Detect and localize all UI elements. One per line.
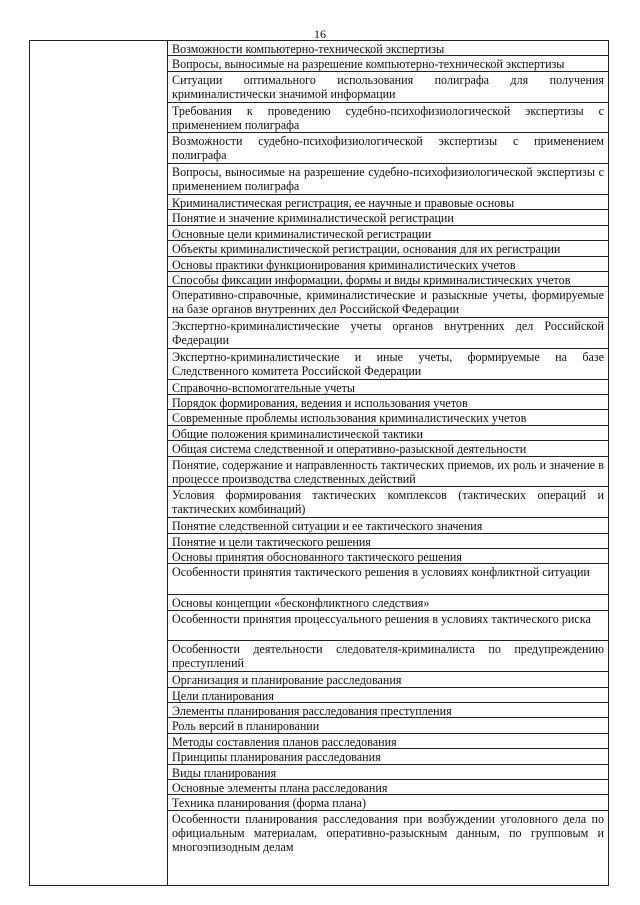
table-row <box>168 257 608 272</box>
row-text: Особенности деятельности следователя-криминалиста по предупреждению преступлений <box>172 642 604 671</box>
table-row <box>168 595 608 610</box>
topics-table <box>29 40 609 886</box>
table-row <box>168 318 608 349</box>
table-row <box>168 718 608 733</box>
row-text: Понятие следственной ситуации и ее тактического значения <box>172 519 483 534</box>
table-row <box>168 287 608 318</box>
row-text: Общие положения криминалистической тактики <box>172 426 423 441</box>
table-row <box>168 688 608 703</box>
row-text: Криминалистическая регистрация, ее научные и правовые основы <box>172 195 515 210</box>
table-row <box>168 133 608 164</box>
row-text: Цели планирования <box>172 688 274 703</box>
row-text: Элементы планирования расследования преступления <box>172 703 452 718</box>
row-text: Принципы планирования расследования <box>172 750 381 765</box>
table-row <box>168 441 608 456</box>
table-row <box>168 210 608 225</box>
table-row <box>168 811 608 857</box>
row-text: Вопросы, выносимые на разрешение компьютерно-технической экспертизы <box>172 57 565 72</box>
table-row <box>168 380 608 395</box>
row-text: Особенности планирования расследования при возбуждении уголовного дела по официальным материалам, оперативно-разыскным данным, по групповым и многоэпизодным делам <box>172 811 604 854</box>
table-row <box>168 765 608 780</box>
row-text: Понятие и значение криминалистической регистрации <box>172 211 454 226</box>
row-text: Требования к проведению судебно-психофизиологической экспертизы с применением полиграфа <box>172 103 604 132</box>
row-text: Возможности судебно-психофизиологической экспертизы с применением полиграфа <box>172 134 604 163</box>
table-rows <box>168 41 608 885</box>
table-row <box>168 641 608 672</box>
table-row <box>168 164 608 195</box>
table-row <box>168 41 608 56</box>
row-text: Понятие и цели тактического решения <box>172 534 371 549</box>
row-text: Вопросы, выносимые на разрешение судебно-психофизиологической экспертизы с применением полиграфа <box>172 165 604 194</box>
table-row <box>168 226 608 241</box>
row-text: Роль версий в планировании <box>172 719 320 734</box>
table-row <box>168 349 608 380</box>
table-row <box>168 734 608 749</box>
table-row <box>168 457 608 488</box>
page-number: 16 <box>314 27 326 41</box>
table-row <box>168 103 608 134</box>
table-row <box>168 272 608 287</box>
table-left-column <box>30 41 168 885</box>
table-row <box>168 534 608 549</box>
row-text: Организация и планирование расследования <box>172 673 402 688</box>
row-text: Современные проблемы использования криминалистических учетов <box>172 411 527 426</box>
table-row <box>168 672 608 687</box>
table-row <box>168 564 608 595</box>
row-text: Методы составления планов расследования <box>172 734 397 749</box>
table-row <box>168 549 608 564</box>
table-row <box>168 487 608 518</box>
row-text: Условия формирования тактических комплексов (тактических операций и тактических комбинаций) <box>172 488 604 517</box>
row-text: Основные элементы плана расследования <box>172 780 388 795</box>
row-text: Порядок формирования, ведения и использования учетов <box>172 396 468 411</box>
row-text: Особенности принятия тактического решения в условиях конфликтной ситуации <box>172 565 590 580</box>
row-text: Способы фиксации информации, формы и виды криминалистических учетов <box>172 272 571 287</box>
table-row <box>168 611 608 642</box>
row-text: Основы концепции «бесконфликтного следствия» <box>172 596 430 611</box>
row-text: Техника планирования (форма плана) <box>172 796 367 811</box>
row-text: Справочно-вспомогательные учеты <box>172 380 356 395</box>
row-text: Основные цели криминалистической регистрации <box>172 226 432 241</box>
row-text: Экспертно-криминалистические и иные учеты, формируемые на базе Следственного комитета Российской Федерации <box>172 349 604 378</box>
table-row <box>168 241 608 256</box>
table-row <box>168 426 608 441</box>
row-text: Возможности компьютерно-технической экспертизы <box>172 42 445 56</box>
row-text: Основы практики функционирования криминалистических учетов <box>172 257 516 272</box>
row-text: Ситуации оптимального использования полиграфа для получения криминалистически значимой информации <box>172 72 604 101</box>
table-row <box>168 395 608 410</box>
table-row <box>168 749 608 764</box>
row-text: Объекты криминалистической регистрации, основания для их регистрации <box>172 242 561 257</box>
table-row <box>168 780 608 795</box>
table-row <box>168 795 608 810</box>
row-text: Особенности принятия процессуального решения в условиях тактического риска <box>172 611 591 626</box>
table-row <box>168 518 608 533</box>
table-row <box>168 56 608 71</box>
row-text: Общая система следственной и оперативно-разыскной деятельности <box>172 442 527 457</box>
table-row <box>168 195 608 210</box>
table-row <box>168 72 608 103</box>
row-text: Основы принятия обоснованного тактического решения <box>172 550 462 565</box>
table-row <box>168 410 608 425</box>
table-row <box>168 703 608 718</box>
row-text: Виды планирования <box>172 765 277 780</box>
row-text: Экспертно-криминалистические учеты органов внутренних дел Российской Федерации <box>172 319 604 348</box>
row-text: Оперативно-справочные, криминалистические и разыскные учеты, формируемые на базе органов внутренних дел Российской Федерации <box>172 288 604 317</box>
row-text: Понятие, содержание и направленность тактических приемов, их роль и значение в процессе производства следственных действий <box>172 457 604 486</box>
